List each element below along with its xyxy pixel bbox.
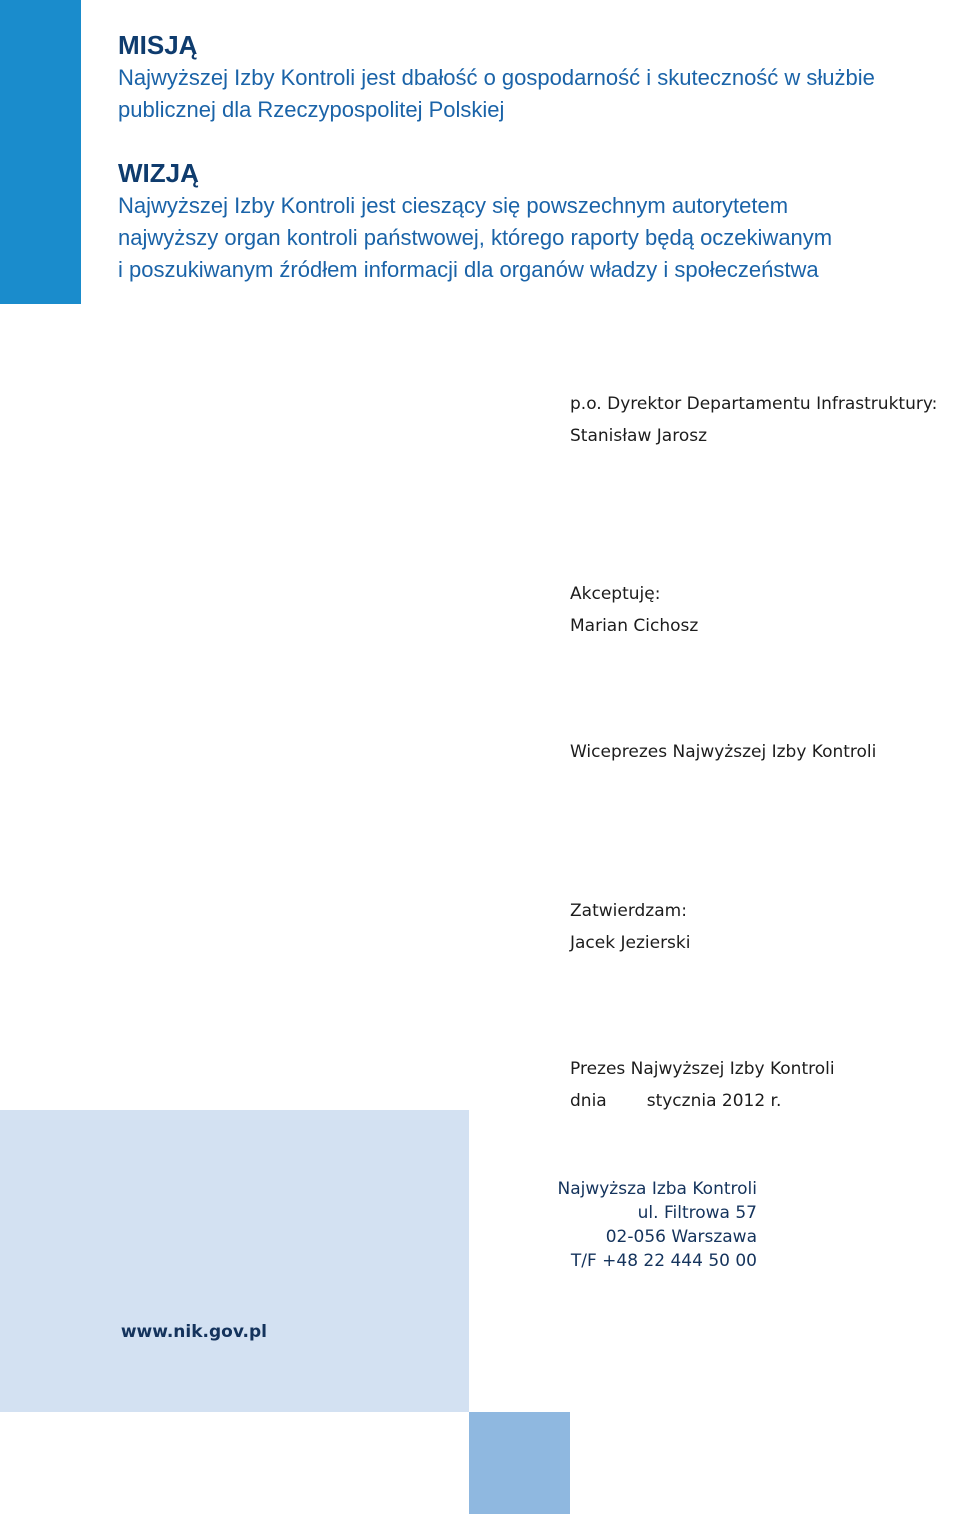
president-title: Prezes Najwyższej Izby Kontroli (570, 1059, 835, 1079)
phone: T/F +48 22 444 50 00 (570, 1251, 757, 1271)
accept-label: Akceptuję: (570, 584, 661, 604)
vision-line: Najwyższej Izby Kontroli jest cieszący się powszechnym autorytetem (118, 193, 789, 218)
date-line (570, 1085, 781, 1117)
approve-name: Jacek Jezierski (570, 933, 691, 953)
mission-line: publicznej dla Rzeczypospolitej Polskiej (118, 97, 505, 122)
mission-heading: MISJĄ (118, 30, 198, 60)
director-name: Stanisław Jarosz (570, 426, 708, 446)
website-link[interactable]: www.nik.gov.pl (120, 1322, 267, 1342)
vision-section (118, 156, 948, 286)
city: 02-056 Warszawa (605, 1227, 757, 1247)
street: ul. Filtrowa 57 (637, 1203, 757, 1223)
vision-line: najwyższy organ kontroli państwowej, którego raporty będą oczekiwanym (118, 225, 833, 250)
vision-line: i poszukiwanym źródłem informacji dla organów władzy i społeczeństwa (118, 257, 819, 282)
date-label: dnia (570, 1091, 607, 1111)
blue-accent-bar (0, 0, 81, 304)
date-value: stycznia 2012 r. (646, 1091, 782, 1111)
org-name: Najwyższa Izba Kontroli (557, 1179, 757, 1199)
director-title: p.o. Dyrektor Departamentu Infrastruktury: (570, 394, 938, 414)
address-block (557, 1177, 757, 1273)
mission-section (118, 28, 948, 126)
address-panel (0, 1110, 469, 1412)
vision-heading: WIZJĄ (118, 158, 199, 188)
decorative-square (469, 1412, 570, 1514)
accept-name: Marian Cichosz (570, 616, 699, 636)
approve-label: Zatwierdzam: (570, 901, 687, 921)
vice-president-title: Wiceprezes Najwyższej Izby Kontroli (570, 742, 877, 762)
mission-line: Najwyższej Izby Kontroli jest dbałość o gospodarność i skuteczność w służbie (118, 65, 875, 90)
